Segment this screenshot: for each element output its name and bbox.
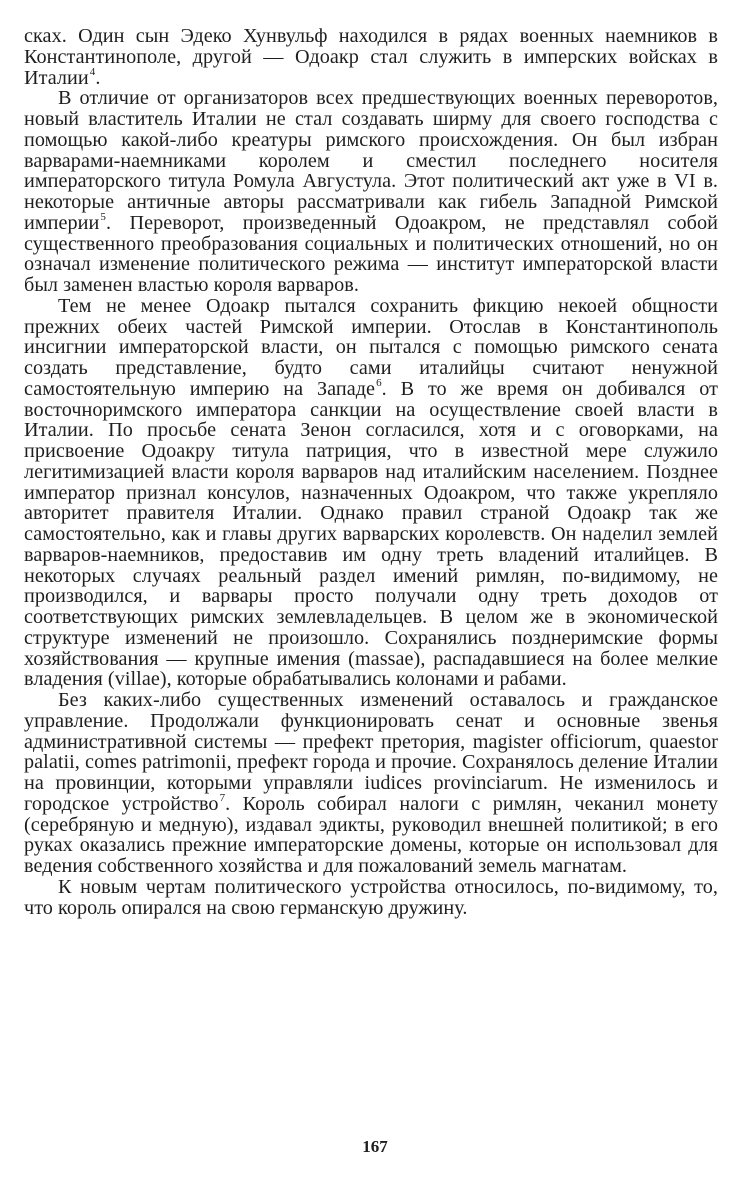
paragraph-2 — [24, 88, 718, 296]
footnote-ref-6[interactable]: 6 — [376, 377, 382, 390]
page-text — [24, 26, 718, 918]
paragraph-3-segment-2: . В то же время он добивался от восточноримского императора санкции на осуществление своей власти в Италии. По просьбе сената Зенон согласился, хотя и с оговорками, на присвоение Одоакру титула патриция, что в известной мере служило легитимизацией власти короля варваров над италийским населением. Позднее император признал консулов, назначенных Одоакром, что также укрепляло авторитет правителя Италии. Однако правил страной Одоакр так же самостоятельно, как и главы других варварских королевств. Он наделил землей варваров-наемников, предоставив им одну треть владений италийцев. В некоторых случаях реальный раздел имений римлян, по-видимому, не производился, и варвары просто получали одну треть доходов от соответствующих римских землевладельцев. В целом же в экономической структуре изменений не произошло. Сохранялись позднеримские формы хозяйствования — крупные имения (massae), распадавшиеся на более мелкие владения (villae), которые обрабатывались колонами и рабами. — [24, 377, 718, 691]
paragraph-5-segment-1: К новым чертам политического устройства относилось, по-видимому, то, что король опирался на свою германскую дружину. — [24, 875, 718, 919]
paragraph-4 — [24, 690, 718, 877]
footnote-ref-7[interactable]: 7 — [219, 792, 226, 805]
footnote-ref-4[interactable]: 4 — [89, 65, 96, 78]
paragraph-4-segment-1: Без каких-либо существенных изменений оставалось и гражданское управление. Продолжали функционировать сенат и основные звенья административной системы — префект претория, magister officiorum, quaestor palatii, comes patrimonii, префект города и прочие. Сохранялось деление Италии на провинции, которыми управляли iudices provinciarum. Не изменилось и городское устройство — [24, 689, 718, 815]
paragraph-4-segment-2: . Король собирал налоги с римлян, чеканил монету (серебряную и медную), издавал эдикты, руководил внешней политикой; в его руках оказались прежние императорские домены, которые он использовал для ведения собственного хозяйства и для пожалований земель магнатам. — [24, 792, 718, 877]
paragraph-1-segment-1: сках. Один сын Эдеко Хунвульф находился в рядах военных наемников в Константинополе, другой — Одоакр стал служить в имперских войсках в Италии — [24, 25, 718, 89]
paragraph-3-segment-1: Тем не менее Одоакр пытался сохранить фикцию некоей общности прежних обеих частей Римской империи. Отослав в Константинополь инсигнии императорской власти, он пытался с помощью римского сената создать представление, будто сами италийцы считают ненужной самостоятельную империю на Западе — [24, 294, 718, 400]
paragraph-2-segment-1: В отличие от организаторов всех предшествующих военных переворотов, новый властитель Италии не стал создавать ширму для своего господства с помощью какой-либо креатуры римского происхождения. Он был избран варварами-наемниками королем и сместил последнего носителя императорского титула Ромула Августула. Этот политический акт уже в VI в. некоторые античные авторы рассматривали как гибель Западной Римской империи — [24, 87, 718, 234]
paragraph-3 — [24, 296, 718, 690]
page-number: 167 — [362, 1137, 388, 1156]
paragraph-1-segment-2: . — [95, 66, 101, 89]
paragraph-1 — [24, 26, 718, 88]
footnote-ref-5[interactable]: 5 — [100, 211, 106, 224]
paragraph-2-segment-2: . Переворот, произведенный Одоакром, не представлял собой существенного преобразования социальных и политических отношений, но он означал изменение политического режима — институт императорской власти был заменен властью короля варваров. — [24, 211, 718, 296]
paragraph-5 — [24, 877, 718, 919]
